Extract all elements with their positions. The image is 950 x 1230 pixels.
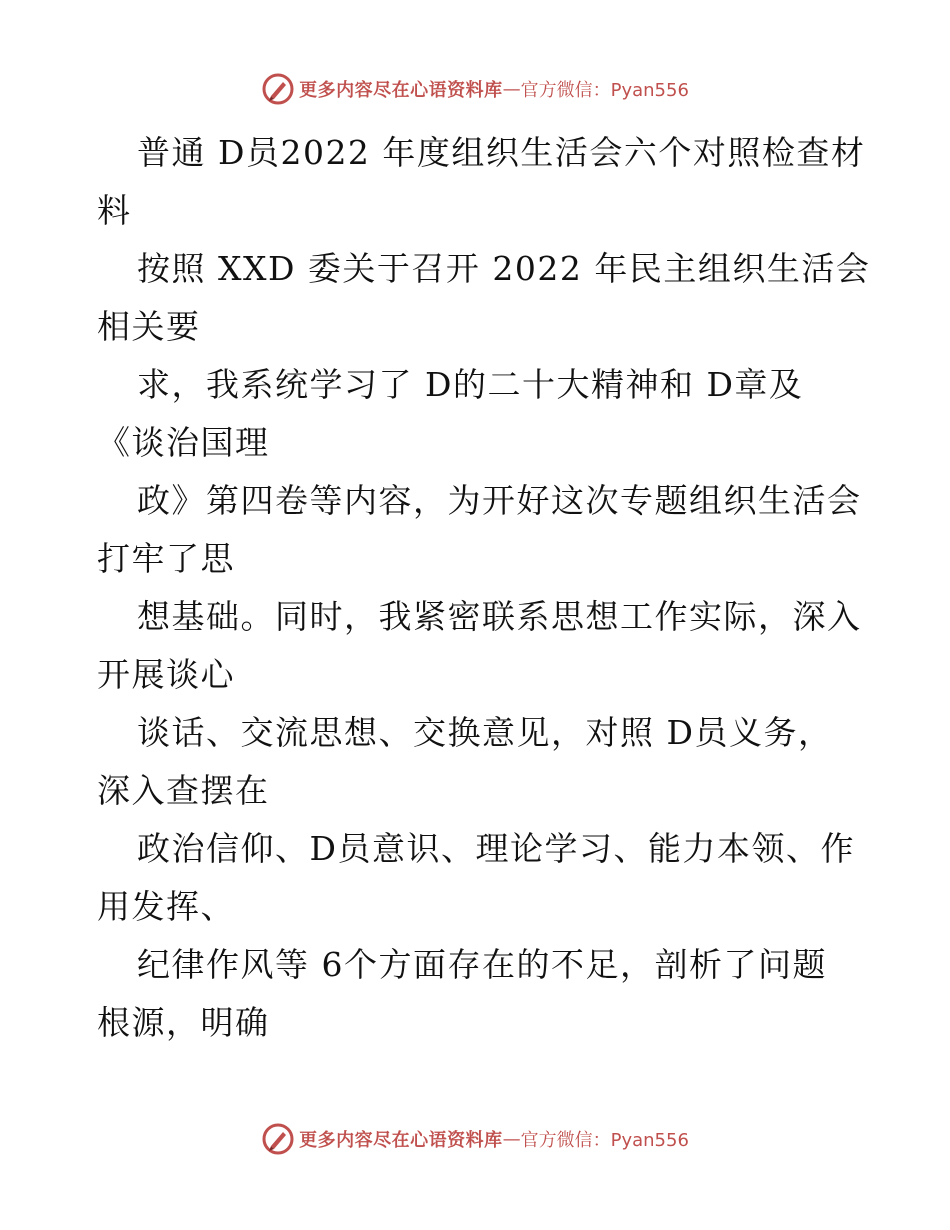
document-line: 普通 D员2022 年度组织生活会六个对照检查材 [137, 133, 866, 172]
watermark-dash: — [502, 1128, 521, 1150]
document-line: 打牢了思 [97, 539, 235, 578]
document-line: 谈话、交流思想、交换意见，对照 D员义务， [137, 713, 833, 752]
watermark-site-text: 更多内容尽在心语资料库 [299, 80, 503, 101]
pen-logo-icon [261, 72, 295, 106]
watermark-wechat-text: 官方微信：Pyan556 [520, 1130, 689, 1151]
watermark-dash: — [502, 78, 521, 100]
document-line: 相关要 [97, 307, 201, 346]
footer-watermark [0, 1122, 950, 1156]
document-line: 政治信仰、D员意识、理论学习、能力本领、作 [137, 829, 855, 868]
watermark-site-text: 更多内容尽在心语资料库 [299, 1130, 503, 1151]
header-watermark [0, 72, 950, 106]
document-line: 《谈治国理 [97, 423, 270, 462]
document-line: 政》第四卷等内容，为开好这次专题组织生活会 [137, 481, 862, 520]
document-line: 料 [97, 191, 132, 230]
document-line: 求，我系统学习了 D的二十大精神和 D章及 [137, 365, 804, 404]
document-line: 用发挥、 [97, 887, 235, 926]
document-line: 深入查摆在 [97, 771, 270, 810]
document-line: 根源，明确 [97, 1003, 270, 1042]
document-line: 按照 XXD 委关于召开 2022 年民主组织生活会 [137, 249, 871, 288]
document-line: 纪律作风等 6个方面存在的不足，剖析了问题 [137, 945, 827, 984]
document-body [97, 124, 871, 1052]
pen-logo-icon [261, 1122, 295, 1156]
document-line: 开展谈心 [97, 655, 235, 694]
watermark-wechat-text: 官方微信：Pyan556 [520, 80, 689, 101]
document-line: 想基础。同时，我紧密联系思想工作实际，深入 [137, 597, 862, 636]
